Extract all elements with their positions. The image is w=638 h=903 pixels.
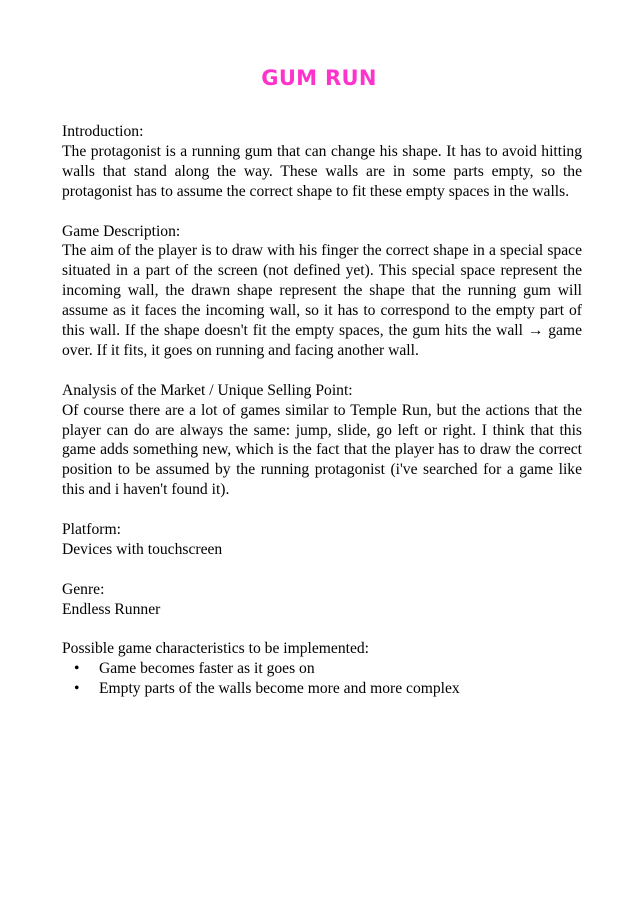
section-heading: Analysis of the Market / Unique Selling Point: xyxy=(62,381,353,399)
list-item-text: Empty parts of the walls become more and more complex xyxy=(99,680,460,698)
section-game-description xyxy=(62,222,582,361)
document-title: GUM RUN xyxy=(261,66,377,90)
section-heading: Introduction: xyxy=(62,123,144,140)
section-genre xyxy=(62,580,582,620)
section-heading: Game Description: xyxy=(62,222,181,240)
section-market-analysis xyxy=(62,381,582,500)
section-body: Of course there are a lot of games similar to Temple Run, but the actions that the player can do are always the same: jump, slide, go left or right. I think that this game adds something new, which is the fact that the player has to draw the correct position to be assumed by the running protagonist (i've searched for a game like this and i haven't found it). xyxy=(62,401,582,499)
section-body: Devices with touchscreen xyxy=(62,540,223,558)
characteristics-list xyxy=(62,659,582,699)
section-body: The protagonist is a running gum that can change his shape. It has to avoid hitting walls that stand along the way. These walls are in some parts empty, so the protagonist has to assume the correct shape to fit these empty spaces in the walls. xyxy=(62,142,582,200)
bullet-icon: • xyxy=(74,660,80,678)
list-item xyxy=(62,659,582,679)
section-body: The aim of the player is to draw with his finger the correct shape in a special space situated in a part of the screen (not defined yet). This special space represent the incoming wall, the drawn shape represent the shape that the running gum will assume as it faces the incoming wall, so it has to correspond to the empty part of this wall. If the shape doesn't fit the empty spaces, the gum hits the wall → game over. If it fits, it goes on running and facing another wall. xyxy=(62,242,582,359)
section-platform xyxy=(62,520,582,560)
list-item xyxy=(62,679,582,699)
section-heading: Genre: xyxy=(62,580,105,598)
section-body: Endless Runner xyxy=(62,600,161,618)
document-content xyxy=(62,122,582,719)
list-item-text: Game becomes faster as it goes on xyxy=(99,660,315,678)
section-heading: Platform: xyxy=(62,521,121,539)
section-heading: Possible game characteristics to be implemented: xyxy=(62,640,370,658)
bullet-icon: • xyxy=(74,680,80,698)
section-characteristics xyxy=(62,639,582,699)
section-introduction xyxy=(62,122,582,202)
